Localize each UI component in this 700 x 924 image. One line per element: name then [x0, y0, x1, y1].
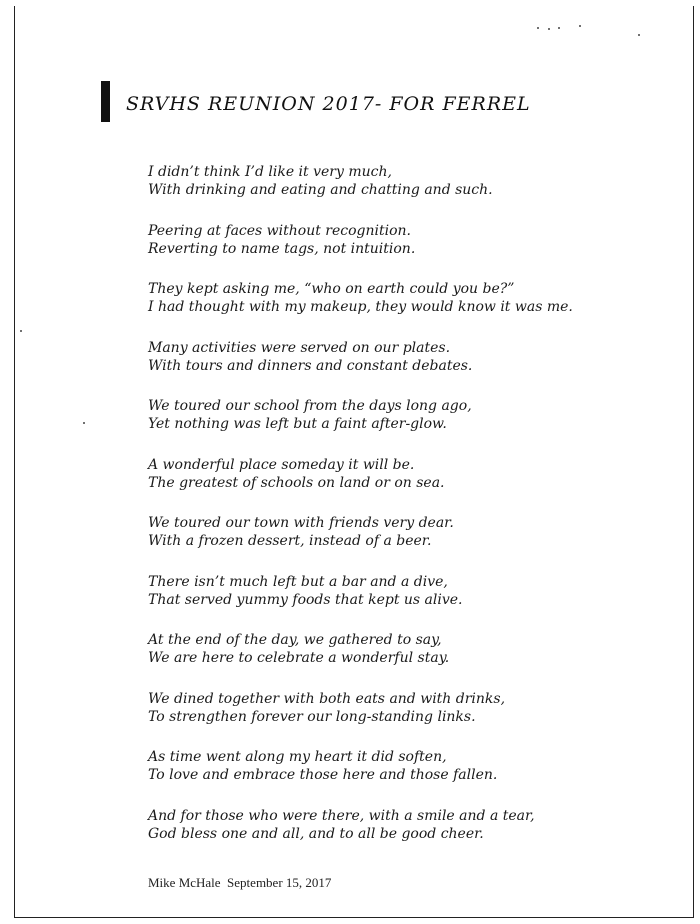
- poem-line: Many activities were served on our plates.: [148, 339, 451, 356]
- stanza: [148, 573, 668, 609]
- poem-line: To love and embrace those here and those fallen.: [148, 767, 498, 783]
- document-title: SRVHS REUNION 2017- FOR FERREL: [126, 93, 531, 115]
- poem-line: God bless one and all, and to all be good cheer.: [148, 825, 484, 842]
- poem-line: And for those who were there, with a smile and a tear,: [148, 807, 535, 824]
- stanza: [148, 222, 668, 258]
- scan-speck: [638, 34, 640, 36]
- poem-line: The greatest of schools on land or on sea.: [148, 474, 445, 491]
- poem-line: There isn’t much left but a bar and a dive,: [148, 573, 448, 590]
- scan-speck: [558, 27, 560, 29]
- poem-line: We toured our school from the days long ago,: [148, 398, 472, 414]
- author-signature-line: Mike McHale September 15, 2017: [148, 875, 332, 890]
- scan-speck: [83, 422, 85, 424]
- stanza: [148, 514, 668, 550]
- poem-line: That served yummy foods that kept us alive.: [148, 591, 463, 608]
- poem-line: As time went along my heart it did soften,: [148, 749, 447, 765]
- stanza: [148, 163, 668, 199]
- poem-line: With drinking and eating and chatting and such.: [148, 182, 493, 198]
- stanza: [148, 748, 668, 784]
- poem-body: [148, 163, 668, 865]
- poem-line: We dined together with both eats and with drinks,: [148, 690, 506, 707]
- stanza: [148, 280, 668, 316]
- poem-line: We toured our town with friends very dear.: [148, 515, 454, 531]
- poem-line: With tours and dinners and constant debates.: [148, 357, 473, 374]
- poem-line: At the end of the day, we gathered to say,: [148, 632, 442, 648]
- scan-speck: [20, 330, 22, 332]
- title-bar-mark: [101, 81, 110, 122]
- stanza: [148, 690, 668, 726]
- stanza: [148, 456, 668, 492]
- scan-speck: [579, 25, 581, 27]
- stanza: [148, 631, 668, 667]
- poem-line: Yet nothing was left but a faint after-glow.: [148, 416, 447, 432]
- poem-line: We are here to celebrate a wonderful stay.: [148, 650, 450, 666]
- poem-line: With a frozen dessert, instead of a beer.: [148, 533, 432, 549]
- poem-line: I didn’t think I’d like it very much,: [148, 164, 392, 180]
- poem-line: They kept asking me, “who on earth could you be?”: [148, 281, 515, 297]
- poem-line: I had thought with my makeup, they would know it was me.: [148, 299, 573, 315]
- stanza: [148, 397, 668, 433]
- poem-line: A wonderful place someday it will be.: [148, 456, 415, 473]
- poem-line: Peering at faces without recognition.: [148, 222, 411, 239]
- poem-line: Reverting to name tags, not intuition.: [148, 240, 416, 257]
- scan-speck: [537, 27, 539, 29]
- stanza: [148, 807, 668, 843]
- scan-speck: [548, 28, 550, 30]
- poem-line: To strengthen forever our long-standing links.: [148, 708, 476, 725]
- stanza: [148, 339, 668, 375]
